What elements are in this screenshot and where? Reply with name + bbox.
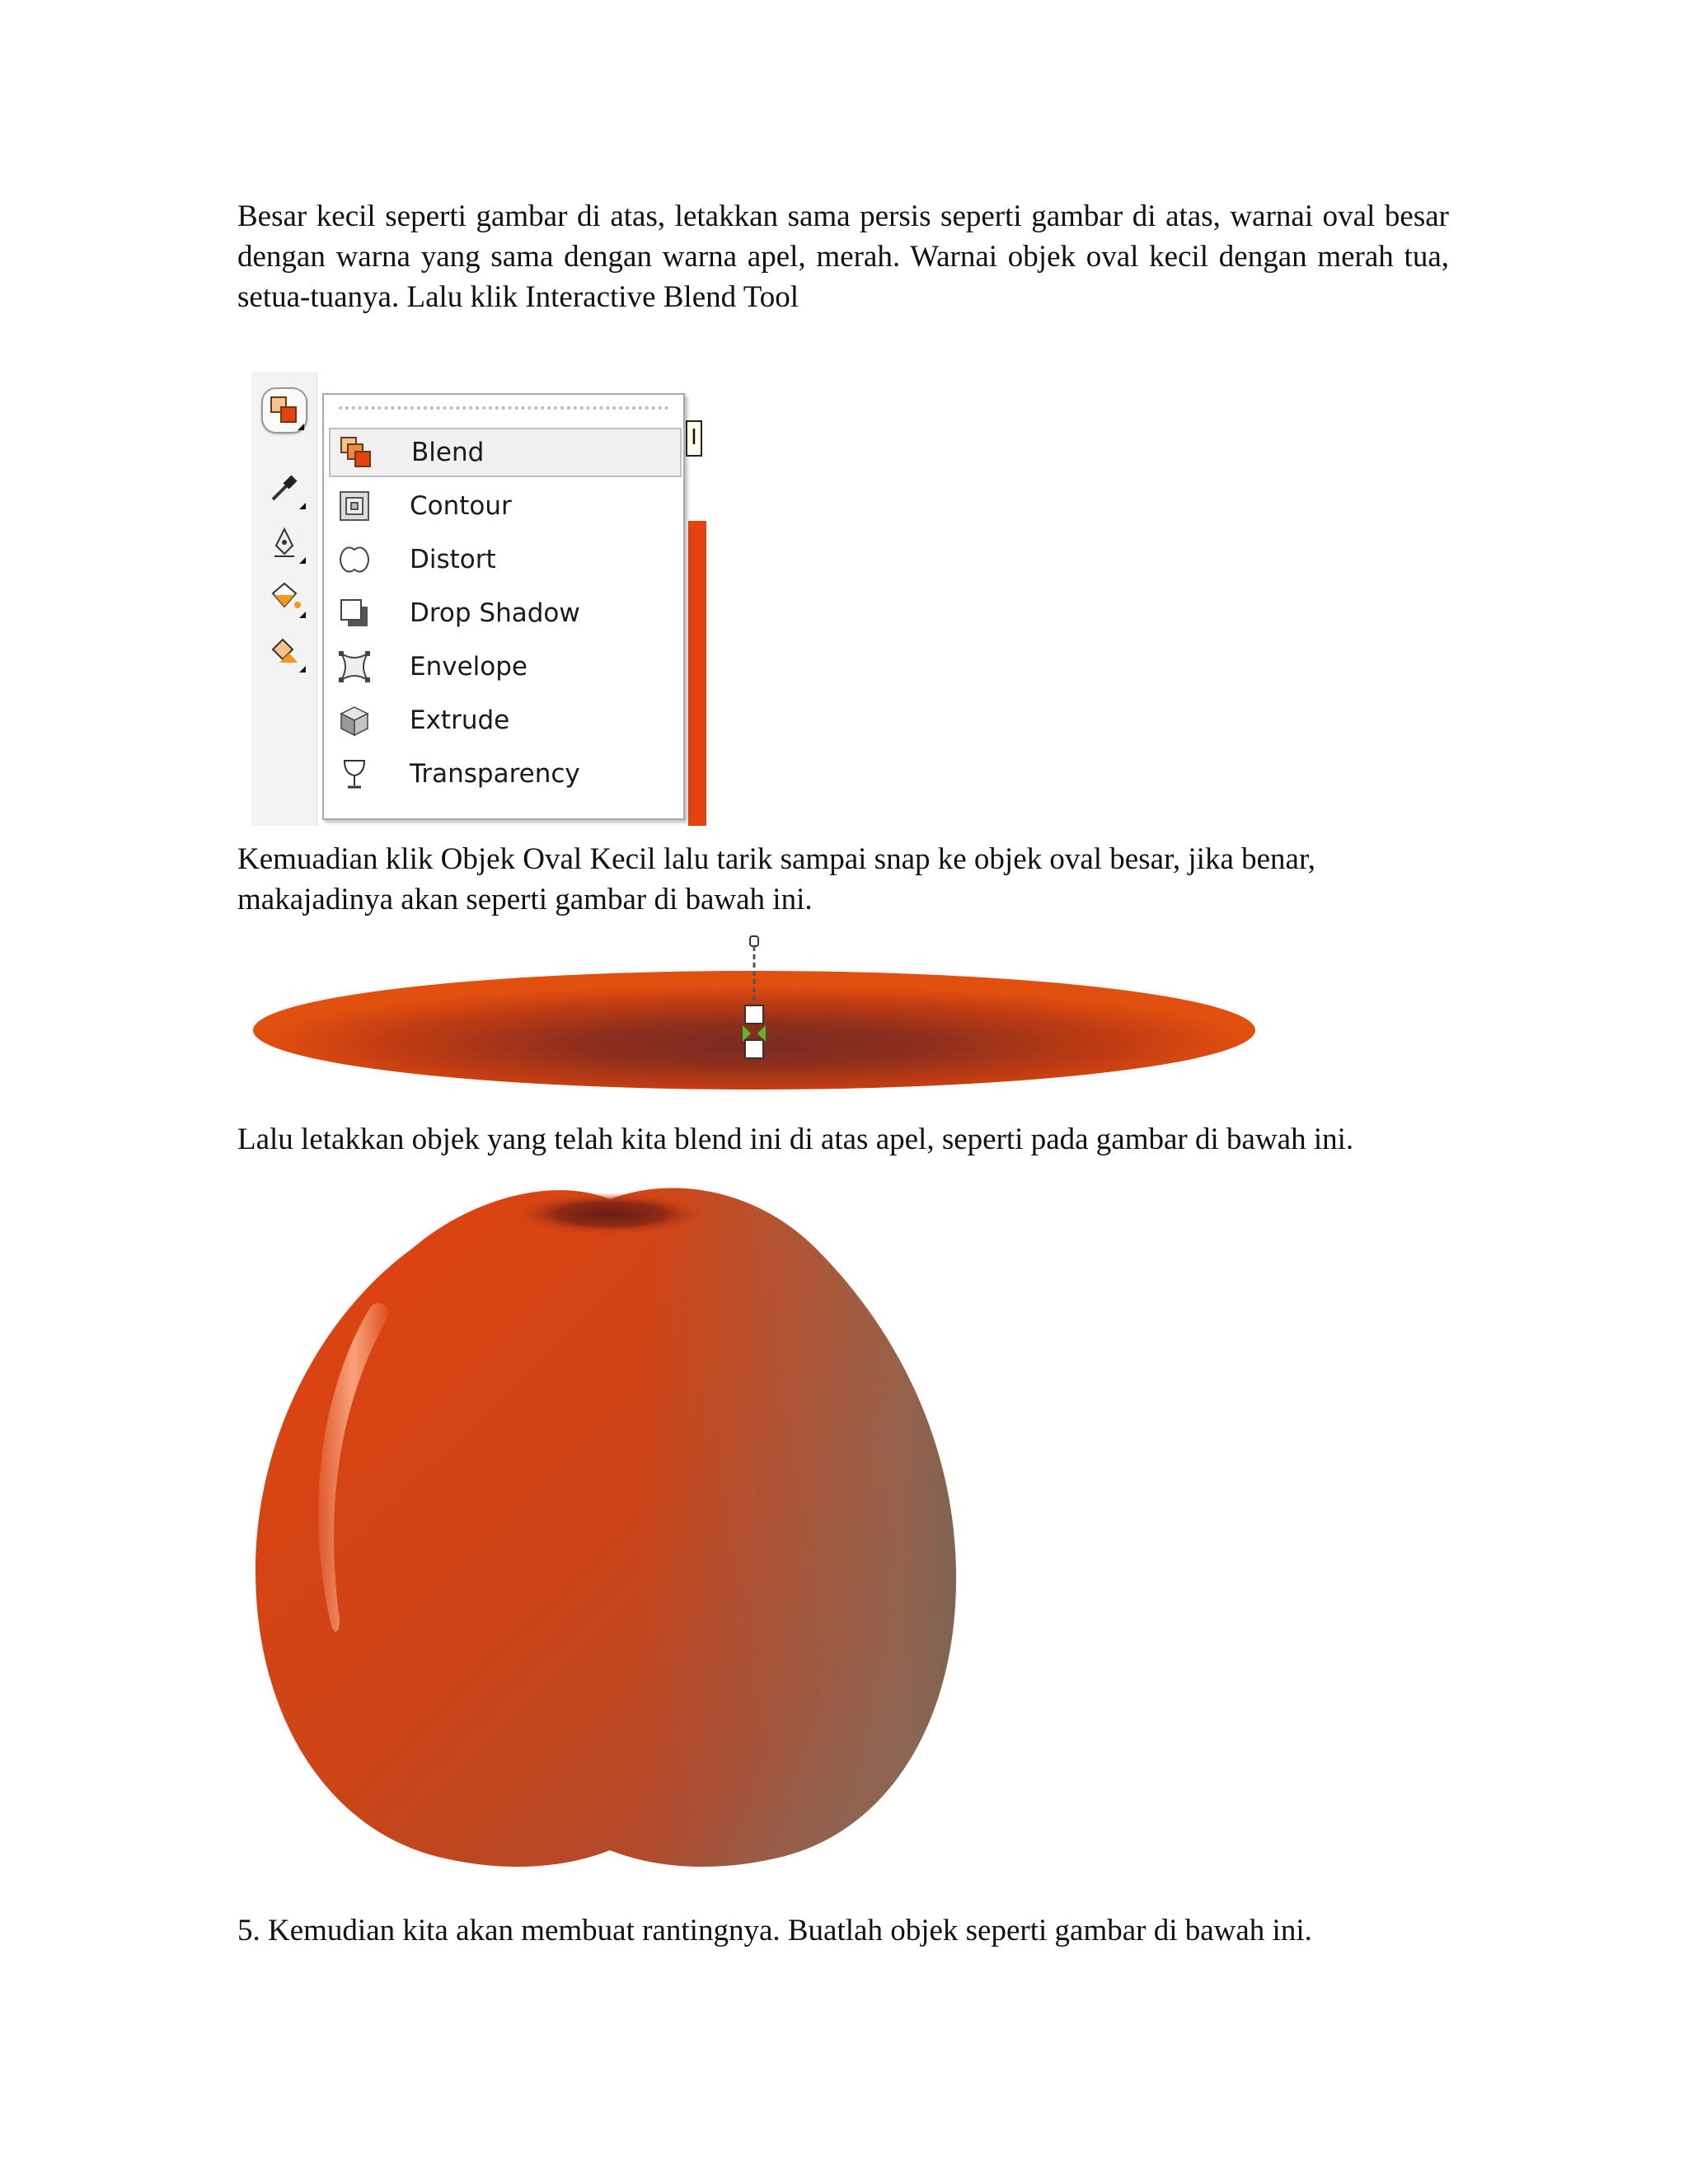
- instruction-paragraph-3: Lalu letakkan objek yang telah kita blend ini di atas apel, seperti pada gambar di bawah ini.: [237, 1122, 1354, 1156]
- menu-item-label: Transparency: [410, 759, 580, 789]
- menu-item-label: Contour: [410, 491, 512, 521]
- menu-item-label: Drop Shadow: [410, 598, 580, 628]
- menu-item-label: Distort: [410, 545, 496, 574]
- menu-item-extrude[interactable]: [329, 696, 682, 745]
- canvas-red-object: [688, 521, 706, 826]
- interactive-fill-icon[interactable]: [261, 628, 307, 674]
- apple-shading: [256, 1188, 956, 1868]
- blended-oval-illustration: [251, 933, 1257, 1102]
- flyout-grip[interactable]: [339, 406, 668, 410]
- instruction-paragraph-1: Besar kecil seperti gambar di atas, letakkan sama persis seperti gambar di atas, warnai oval besar dengan warna yang sama dengan warna apel, merah. Warnai objek oval kecil dengan merah tua, setua-tuanya. Lalu klik Interactive Blend Tool: [237, 199, 1449, 314]
- menu-item-drop-shadow[interactable]: [329, 588, 682, 638]
- menu-item-distort[interactable]: [329, 535, 682, 584]
- menu-item-label: Extrude: [410, 705, 510, 735]
- instruction-paragraph-2: Kemuadian klik Objek Oval Kecil lalu tarik sampai snap ke objek oval besar, jika benar, makajadinya akan seperti gambar di bawah ini.: [237, 842, 1316, 916]
- apple-top-dimple: [511, 1193, 709, 1235]
- tooltip: I: [686, 420, 702, 457]
- contour-icon: [334, 485, 375, 527]
- menu-item-label: Envelope: [410, 652, 528, 682]
- interactive-tool-icon[interactable]: [261, 387, 307, 434]
- menu-item-contour[interactable]: [329, 481, 682, 531]
- instruction-paragraph-4: 5. Kemudian kita akan membuat rantingnya. Buatlah objek seperti gambar di bawah ini.: [237, 1914, 1312, 1947]
- drop-shadow-icon: [334, 593, 375, 634]
- transparency-icon: [334, 753, 375, 794]
- interactive-tools-screenshot: [251, 373, 706, 826]
- envelope-icon: [334, 646, 375, 687]
- eyedropper-icon[interactable]: [261, 465, 307, 511]
- fill-bucket-icon[interactable]: [261, 574, 307, 620]
- menu-item-transparency[interactable]: [329, 749, 682, 799]
- interactive-tools-flyout[interactable]: [322, 393, 685, 820]
- extrude-icon: [334, 700, 375, 741]
- menu-item-label: Blend: [411, 438, 485, 467]
- menu-item-blend[interactable]: [329, 428, 682, 477]
- blend-icon: [335, 432, 377, 473]
- menu-item-envelope[interactable]: [329, 642, 682, 691]
- apple-illustration: [247, 1174, 973, 1883]
- distort-icon: [334, 539, 375, 580]
- toolbox: [251, 373, 317, 826]
- outline-pen-icon[interactable]: [261, 519, 307, 565]
